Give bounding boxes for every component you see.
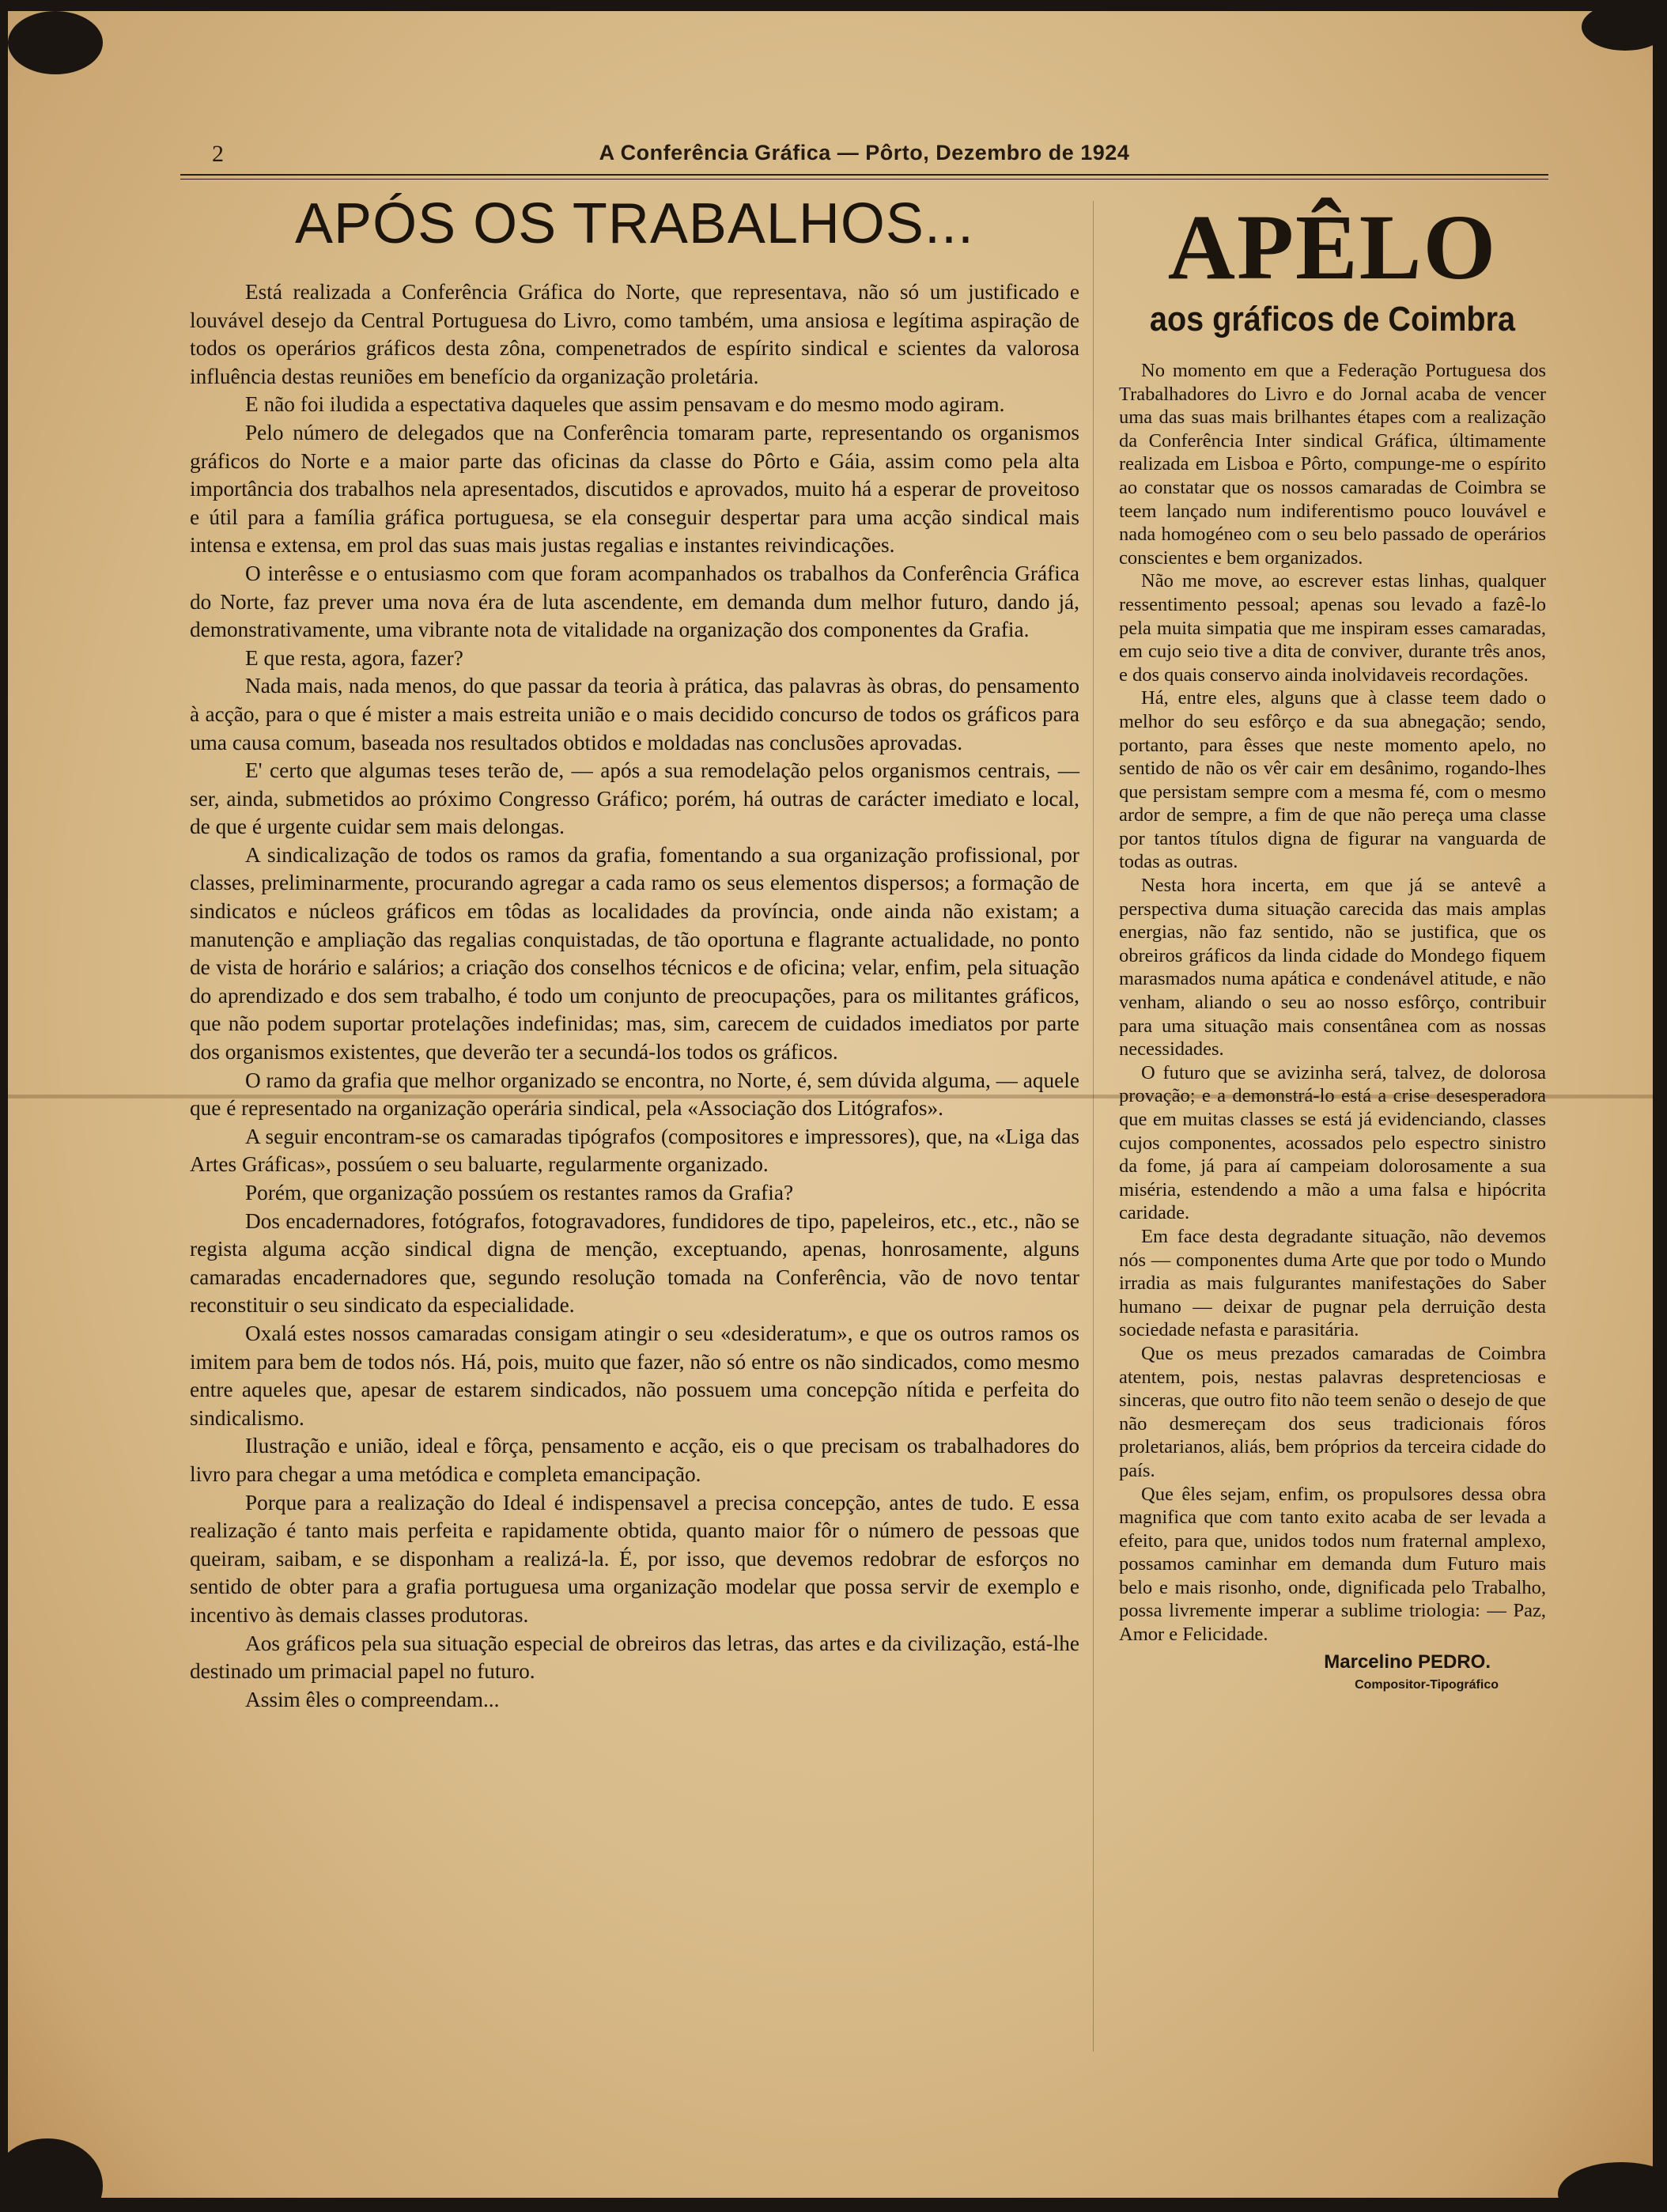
paragraph: Há, entre eles, alguns que à classe teem dado o melhor do seu esfôrço e da sua abnegação; sendo, portanto, para êsses que neste momento apelo, no sentido de não os vêr cair em desânimo, rogando-lhes que persistam sempre com a mesma fé, com o mesmo ardor de sempre, a fim de que não pereça uma classe por tantos títulos digna de figurar na vanguarda de todas as outras.	[1119, 687, 1546, 873]
paragraph: Dos encadernadores, fotógrafos, fotogravadores, fundidores de tipo, papeleiros, etc., etc., não se regista alguma acção sindical digna de menção, exceptuando, apenas, honrosamente, alguns camaradas encadernadores que, segundo resolução tomada na Conferência, vão de novo tentar reconstituir o seu sindicato da especialidade.	[190, 1208, 1079, 1318]
paragraph: Porque para a realização do Ideal é indispensavel a precisa concepção, antes de tudo. E essa realização é tanto mais perfeita e rapidamente obtida, quanto maior fôr o número de pessoas que queiram, saibam, e se disponham a realizá-la. É, por isso, que devemos redobrar de esforços no sentido de obter para a grafia portuguesa uma organização modelar que possa servir de exemplo e incentivo às demais classes produtoras.	[190, 1490, 1079, 1627]
article-subtitle: aos gráficos de Coimbra	[1149, 300, 1516, 338]
paragraph: O interêsse e o entusiasmo com que foram acompanhados os trabalhos da Conferência Gráfica do Norte, faz prever uma nova éra de luta ascendente, em demanda dum melhor futuro, dando já, demonstrativamente, uma vibrante nota de vitalidade na organização dos componentes da Grafia.	[190, 561, 1079, 642]
paragraph: E não foi iludida a espectativa daqueles que assim pensavam e do mesmo modo agiram.	[245, 392, 1005, 417]
paragraph: Não me move, ao escrever estas linhas, qualquer ressentimento pessoal; apenas sou levado a fazê-lo pela muita simpatia que me inspiram esses camaradas, em cujo seio tive a dita de conviver, durante três anos, e dos quais conservo ainda inolvidaveis recordações.	[1119, 570, 1546, 686]
paragraph: Pelo número de delegados que na Conferência tomaram parte, representando os organismos gráficos do Norte e a maior parte das oficinas da classe do Pôrto e Gáia, assim como pela alta importância dos trabalhos nela apresentados, discutidos e aprovados, muito há a esperar de proveitoso e útil para a família gráfica portuguesa, se ela conseguir despertar para uma acção sindical mais intensa e extensa, em prol das suas mais justas regalias e instantes reivindicações.	[190, 420, 1079, 558]
column-divider	[1093, 201, 1094, 2051]
torn-edge	[8, 11, 103, 74]
header-rule-thin	[180, 179, 1548, 180]
page-number: 2	[212, 141, 224, 167]
paragraph: E que resta, agora, fazer?	[245, 645, 463, 670]
paragraph: Assim êles o compreendam...	[245, 1687, 500, 1711]
author-signature: Marcelino PEDRO.	[1324, 1650, 1491, 1673]
torn-edge	[1582, 11, 1653, 51]
author-role: Compositor-Tipográfico	[1355, 1677, 1499, 1692]
paragraph: Porém, que organização possúem os restantes ramos da Grafia?	[245, 1181, 794, 1204]
paragraph: Que os meus prezados camaradas de Coimbra atentem, pois, nestas palavras despretenciosas e sinceras, que outro fito não teem senão o desejo de que não desmereçam dos seus tradicionais fóros proletarianos, aliás, bem próprios da terceira cidade do país.	[1119, 1342, 1546, 1481]
paragraph: Está realizada a Conferência Gráfica do Norte, que representava, não só um justificado e louvável desejo da Central Portuguesa do Livro, como também, uma ansiosa e legítima aspiração de todos os operários gráficos desta zôna, compenetrados de espírito sindical e scientes da valorosa influência destas reuniões em benefício da organização proletária.	[190, 280, 1079, 388]
paragraph: Nesta hora incerta, em que já se antevê a perspectiva duma situação carecida das mais amplas energias, não faz sentido, não se justifica, que os obreiros gráficos da linda cidade do Mondego fiquem marasmados numa apática e condenável atitude, e não venham, aliando o seu ao nosso esfôrço, contribuir para uma situação mais consentânea com as nossas necessidades.	[1119, 875, 1546, 1061]
paragraph: A seguir encontram-se os camaradas tipógrafos (compositores e impressores), que, na «Liga das Artes Gráficas», possúem o seu baluarte, regularmente organizado.	[190, 1124, 1079, 1177]
article-title: APÊLO	[1167, 195, 1498, 299]
paragraph: O futuro que se avizinha será, talvez, de dolorosa provação; e a demonstrá-lo está a crise desesperadora que em muitas classes se está já evidenciando, classes cujos componentes, acossados pelo espectro sinistro da fome, já para aí campeiam dolorosamente a sua miséria, estendendo a mão a uma falsa e hipócrita caridade.	[1119, 1061, 1546, 1224]
paragraph: Aos gráficos pela sua situação especial de obreiros das letras, das artes e da civilização, está-lhe destinado um primacial papel no futuro.	[190, 1631, 1079, 1684]
article-body	[1119, 359, 1546, 1647]
paragraph: Ilustração e união, ideal e fôrça, pensamento e acção, eis o que precisam os trabalhadores do livro para chegar a uma metódica e completa emancipação.	[190, 1434, 1079, 1486]
newspaper-page	[8, 11, 1653, 2198]
paragraph: Oxalá estes nossos camaradas consigam atingir o seu «desideratum», e que os outros ramos os imitem para bem de todos nós. Há, pois, muito que fazer, não só entre os não sindicados, como mesmo entre aqueles que, apesar de estarem sindicados, não possuem uma concepção nítida e perfeita do sindicalismo.	[190, 1321, 1079, 1430]
paragraph: E' certo que algumas teses terão de, — após a sua remodelação pelos organismos centrais, — ser, ainda, submetidos ao próximo Congresso Gráfico; porém, há outras de carácter imediato e local, de que é urgente cuidar sem mais delongas.	[190, 758, 1079, 839]
paragraph: A sindicalização de todos os ramos da grafia, fomentando a sua organização profissional, por classes, preliminarmente, procurando agregar a cada ramo os seus elementos dispersos; a formação de sindicatos e núcleos gráficos em tôdas as localidades da província, onde ainda não existam; a manutenção e ampliação das regalias conquistadas, de tão oportuna e flagrante actualidade, no ponto de vista de horário e salários; a criação dos conselhos técnicos e de oficina; velar, enfim, pela situação do aprendizado e dos sem trabalho, é todo um conjunto de preocupações, para os militantes gráficos, que não podem suportar protelações indefinidas; mas, sim, carecem de cuidados imediatos por parte dos organismos existentes, que deverão ter a secundá-los todos os gráficos.	[190, 842, 1079, 1064]
paragraph: Que êles sejam, enfim, os propulsores dessa obra magnifica que com tanto exito acaba de ser levada a efeito, para que, unidos todos num fraternal amplexo, possamos caminhar em demanda dum Futuro mais belo e mais risonho, onde, dignificada pelo Trabalho, possa livremente imperar a sublime triologia: — Paz, Amor e Felicidade.	[1119, 1483, 1546, 1646]
article-title: APÓS OS TRABALHOS...	[295, 192, 974, 255]
paragraph: O ramo da grafia que melhor organizado se encontra, no Norte, é, sem dúvida alguma, — aquele que é representado na organização operária sindical, pela «Associação dos Litógrafos».	[190, 1068, 1079, 1121]
page-header	[180, 136, 1548, 171]
torn-edge	[1558, 2162, 1653, 2198]
torn-edge	[8, 2138, 103, 2198]
paragraph: Em face desta degradante situação, não devemos nós — componentes duma Arte que por todo o Mundo irradia as mais fulgurantes manifestações do Saber humano — deixar de pugnar pela derruição desta sociedade nefasta e parasitária.	[1119, 1225, 1546, 1341]
article-right	[1119, 195, 1546, 1692]
paragraph: Nada mais, nada menos, do que passar da teoria à prática, das palavras às obras, do pensamento à acção, para o que é mister a mais estreita união e o mais decidido concurso de todos os gráficos para uma causa comum, baseada nos resultados obtidos e moldadas nas conclusões aprovadas.	[190, 674, 1079, 754]
article-body	[190, 278, 1079, 1714]
article-left	[190, 191, 1079, 1714]
header-rule	[180, 174, 1548, 176]
paragraph: No momento em que a Federação Portuguesa dos Trabalhadores do Livro e do Jornal acaba de vencer uma das suas mais brilhantes étapes com a realização da Conferência Inter sindical Gráfica, últimamente realizada em Lisboa e Pôrto, compunge-me o espírito ao constatar que os nossos camaradas de Coimbra se teem lançado num indiferentismo pouco louvável e nada homogéneo com o seu belo passado de operários conscientes e bem organizados.	[1119, 360, 1546, 569]
masthead: A Conferência Gráfica — Pôrto, Dezembro de 1924	[599, 141, 1130, 164]
